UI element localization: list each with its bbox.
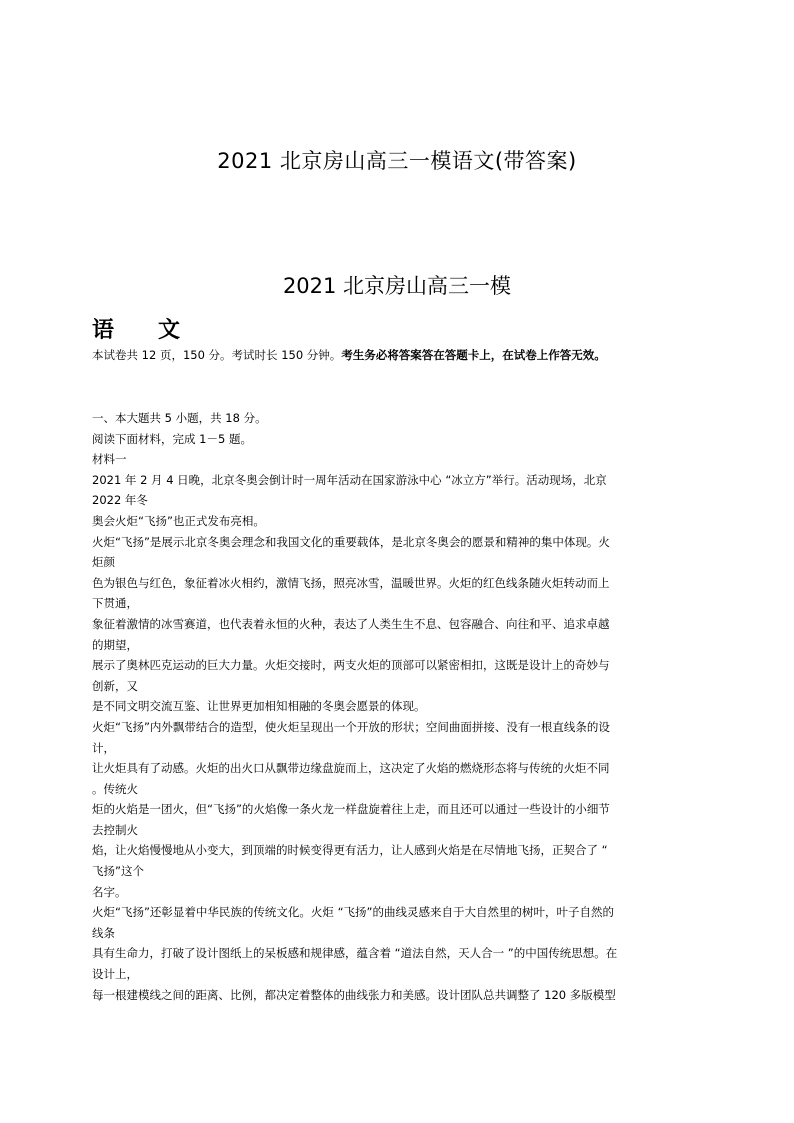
text-line: 。传统火 — [92, 781, 138, 796]
text-line: 炬颜 — [92, 555, 115, 570]
text-line: 材料一 — [92, 452, 127, 467]
text-line: 下贯通， — [92, 596, 138, 611]
text-line: 让火炬具有了动感。火炬的出火口从飘带边缘盘旋而上，这决定了火焰的燃烧形态将与传统的火炬不同 — [92, 761, 610, 776]
exam-title: 2021 北京房山高三一模 — [282, 274, 512, 298]
text-line: 2021 年 2 月 4 日晚，北京冬奥会倒计时一周年活动在国家游泳中心 “冰立方”举行。活动现场，北京 — [92, 472, 607, 487]
text-line: 展示了奥林匹克运动的巨大力量。火炬交接时，两支火炬的顶部可以紧密相扣，这既是设计上的奇妙与 — [92, 658, 610, 673]
text-line: 每一根建模线之间的距离、比例，都决定着整体的曲线张力和美感。设计团队总共调整了 120 多版模型 — [92, 987, 616, 1002]
exam-notice — [92, 347, 712, 363]
text-line: 火炬“飞扬”内外飘带结合的造型，使火炬呈现出一个开放的形状；空间曲面拼接、没有一根直线条的设 — [92, 719, 610, 734]
text-line: 阅读下面材料，完成 1－5 题。 — [92, 431, 252, 446]
text-line: 的期望， — [92, 637, 138, 652]
text-line: 名字。 — [92, 884, 127, 899]
text-line: 焰，让火焰慢慢地从小变大，到顶端的时候变得更有活力，让人感到火焰是在尽情地飞扬，正契合了 “ — [92, 843, 608, 858]
document-title: 2021 北京房山高三一模语文(带答案) — [217, 149, 577, 173]
text-line: 去控制火 — [92, 822, 138, 837]
text-line: 一、本大题共 5 小题，共 18 分。 — [92, 411, 267, 425]
notice-emphasis: 考生务必将答案答在答题卡上，在试卷上作答无效。 — [341, 348, 606, 362]
passage-body — [92, 408, 712, 1005]
notice-text: 本试卷共 12 页，150 分。考试时长 150 分钟。 — [92, 348, 342, 362]
text-line: 是不同文明交流互鉴、让世界更加相知相融的冬奥会愿景的体现。 — [92, 699, 426, 714]
text-line: 2022 年冬 — [92, 493, 148, 508]
text-line: 具有生命力，打破了设计图纸上的呆板感和规律感，蕴含着 “道法自然，天人合一 ”的中国传统思想。在 — [92, 946, 618, 961]
text-line: 设计上， — [92, 967, 138, 982]
text-line: 创新，又 — [92, 678, 138, 693]
text-line: 奥会火炬“飞扬”也正式发布亮相。 — [92, 513, 265, 528]
text-line: 色为银色与红色，象征着冰火相约，激情飞扬，照亮冰雪，温暖世界。火炬的红色线条随火炬转动而上 — [92, 575, 610, 590]
text-line: 计， — [92, 740, 115, 755]
text-line: 线条 — [92, 925, 115, 940]
text-line: 火炬“飞扬”是展示北京冬奥会理念和我国文化的重要载体，是北京冬奥会的愿景和精神的集中体现。火 — [92, 534, 610, 549]
text-line: 火炬“飞扬”还彰显着中华民族的传统文化。火炬 “飞扬”的曲线灵感来自于大自然里的树叶，叶子自然的 — [92, 905, 614, 920]
subject-heading: 语文 — [92, 318, 225, 343]
text-line: 象征着激情的冰雪赛道，也代表着永恒的火种，表达了人类生生不息、包容融合、向往和平、追求卓越 — [92, 616, 610, 631]
text-line: 炬的火焰是一团火，但“飞扬”的火焰像一条火龙一样盘旋着往上走，而且还可以通过一些设计的小细节 — [92, 802, 610, 817]
text-line: 飞扬”这个 — [92, 864, 144, 879]
